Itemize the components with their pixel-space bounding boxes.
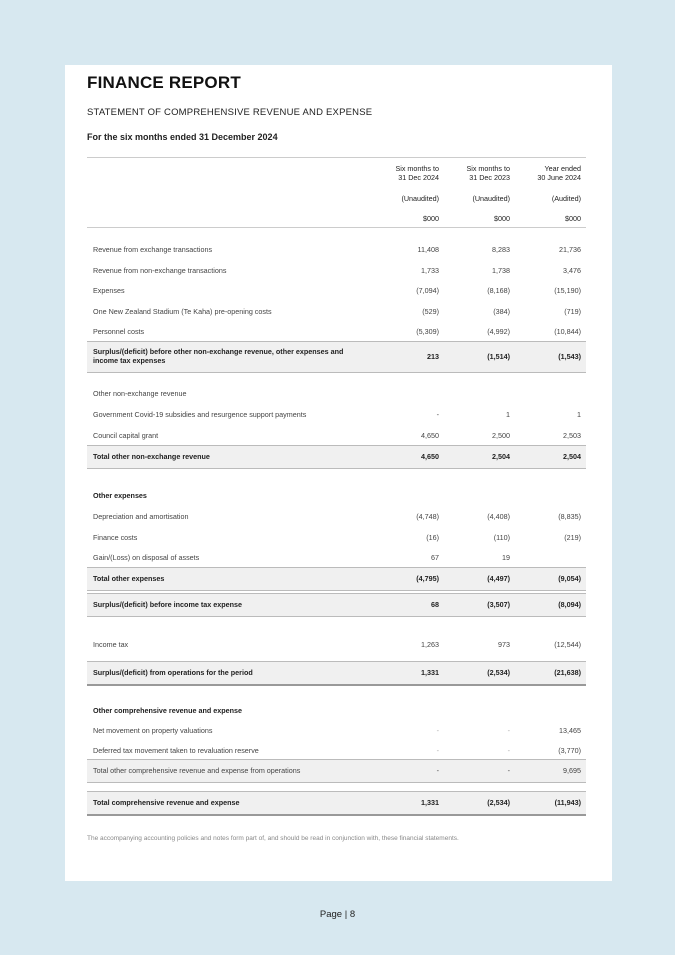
table-row: Finance costs (16) (110) (219) bbox=[93, 533, 581, 542]
table-row: Council capital grant 4,650 2,500 2,503 bbox=[93, 431, 581, 440]
table-row: Net movement on property valuations - - 13,465 bbox=[93, 726, 581, 735]
col-unit-2: $000 bbox=[494, 214, 510, 223]
period-heading: For the six months ended 31 December 2024 bbox=[87, 132, 278, 142]
table-row-subtotal: Total other expenses (4,795) (4,497) (9,054) bbox=[87, 567, 586, 591]
report-sheet bbox=[65, 65, 612, 881]
col-audit-3: (Audited) bbox=[551, 194, 581, 203]
col-header-2: Six months to 31 Dec 2023 bbox=[466, 164, 510, 182]
table-row: Depreciation and amortisation (4,748) (4,408) (8,835) bbox=[93, 512, 581, 521]
col-header-1: Six months to 31 Dec 2024 bbox=[395, 164, 439, 182]
col-header-3: Year ended 30 June 2024 bbox=[537, 164, 581, 182]
table-row: Income tax 1,263 973 (12,544) bbox=[93, 640, 581, 649]
table-row: One New Zealand Stadium (Te Kaha) pre-opening costs (529) (384) (719) bbox=[93, 307, 581, 316]
table-row: Deferred tax movement taken to revaluation reserve - - (3,770) bbox=[93, 746, 581, 755]
table-row-subtotal: Total other non-exchange revenue 4,650 2,504 2,504 bbox=[87, 445, 586, 469]
report-title: FINANCE REPORT bbox=[87, 73, 241, 92]
table-row: Gain/(Loss) on disposal of assets 67 19 bbox=[93, 553, 510, 562]
table-row: Revenue from non-exchange transactions 1,733 1,738 3,476 bbox=[93, 266, 581, 275]
footnote: The accompanying accounting policies and notes form part of, and should be read in conjunction with, these financial statements. bbox=[87, 835, 459, 842]
header-rule bbox=[87, 227, 586, 228]
col-audit-2: (Unaudited) bbox=[472, 194, 510, 203]
table-row-subtotal: Total other comprehensive revenue and expense from operations - - 9,695 bbox=[87, 759, 586, 783]
page-number: Page | 8 bbox=[319, 909, 356, 920]
table-row-subtotal: Surplus/(deficit) before income tax expense 68 (3,507) (8,094) bbox=[87, 593, 586, 617]
col-audit-1: (Unaudited) bbox=[401, 194, 439, 203]
table-row-total: Total comprehensive revenue and expense 1,331 (2,534) (11,943) bbox=[87, 791, 586, 816]
table-row-total: Surplus/(deficit) from operations for the period 1,331 (2,534) (21,638) bbox=[87, 661, 586, 686]
col-unit-3: $000 bbox=[565, 214, 581, 223]
section-heading: Other comprehensive revenue and expense bbox=[93, 706, 243, 715]
table-row: Expenses (7,094) (8,168) (15,190) bbox=[93, 286, 581, 295]
section-heading: Other expenses bbox=[93, 491, 147, 500]
section-heading: Other non-exchange revenue bbox=[93, 389, 187, 398]
table-row: Revenue from exchange transactions 11,408 8,283 21,736 bbox=[93, 245, 581, 254]
statement-subtitle: STATEMENT OF COMPREHENSIVE REVENUE AND EXPENSE bbox=[87, 107, 373, 118]
table-row: Personnel costs (5,309) (4,992) (10,844) bbox=[93, 327, 581, 336]
table-row: Government Covid-19 subsidies and resurgence support payments - 1 1 bbox=[93, 410, 581, 419]
table-top-rule bbox=[87, 157, 586, 158]
table-row-subtotal: Surplus/(deficit) before other non-exchange revenue, other expenses and income tax expenses 213 (1,514) (1,543) bbox=[87, 341, 586, 373]
col-unit-1: $000 bbox=[423, 214, 439, 223]
